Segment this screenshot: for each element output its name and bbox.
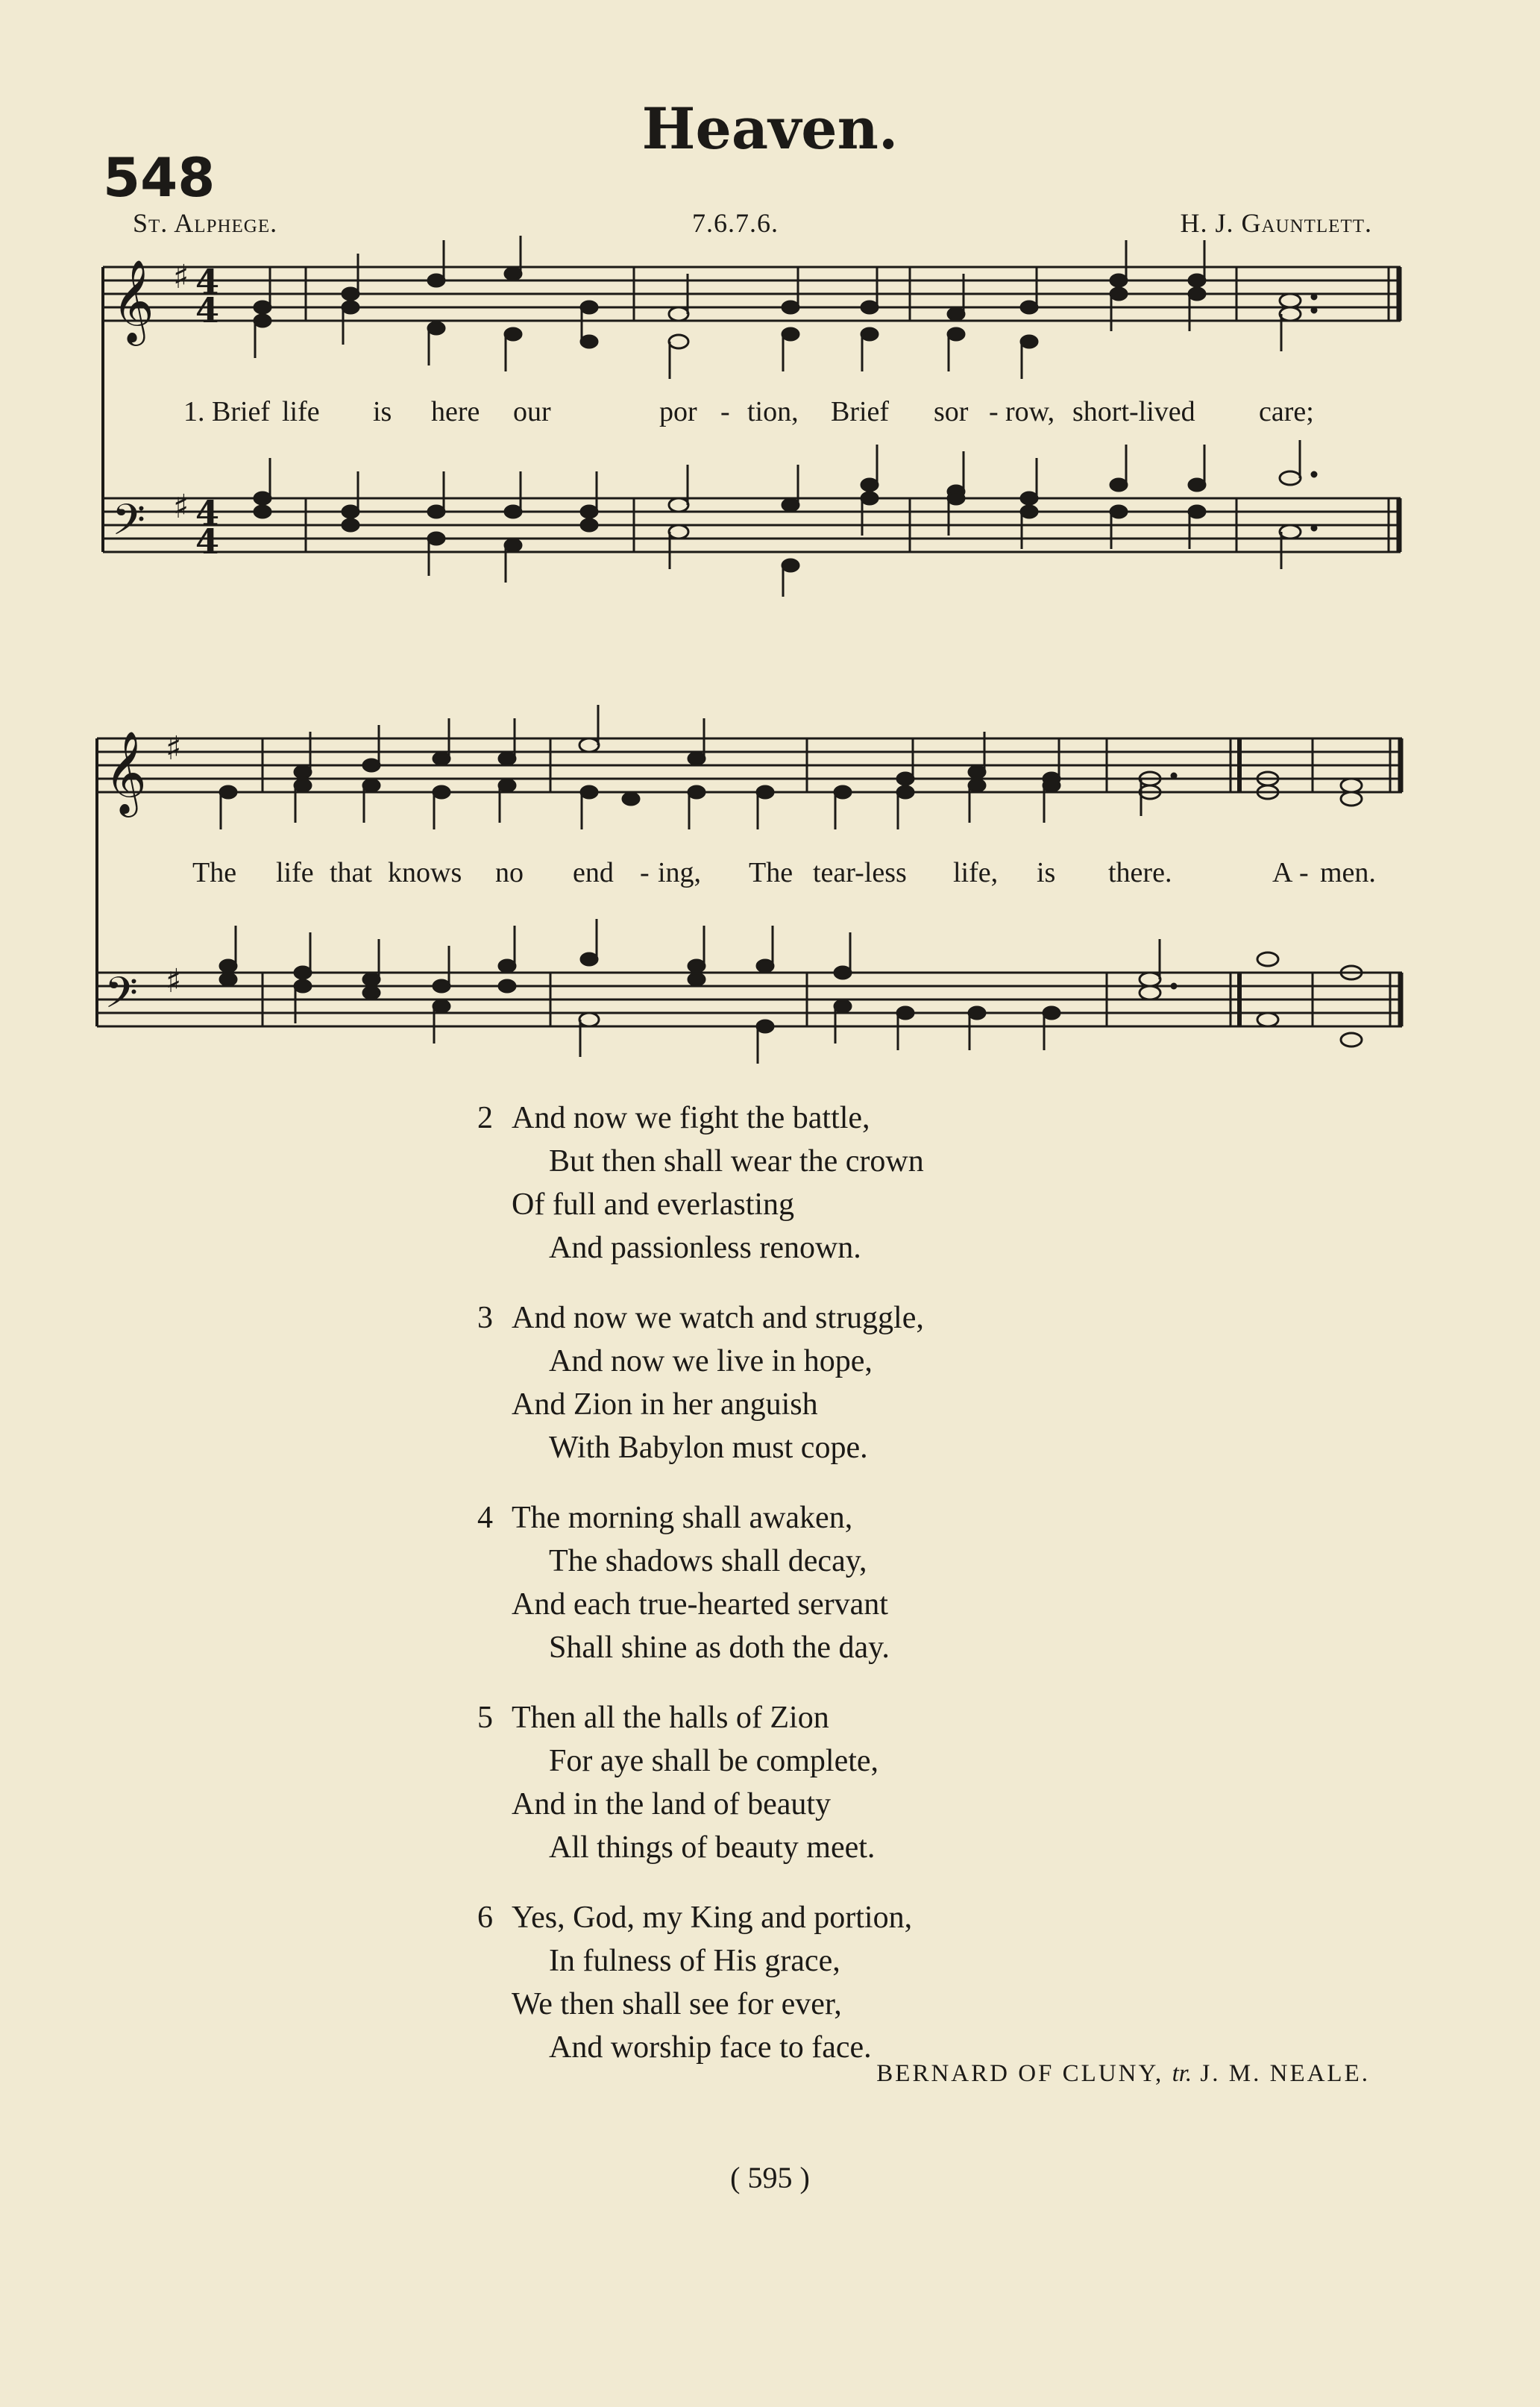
lyrics-system-2 xyxy=(0,856,1540,894)
syllable: A xyxy=(1272,857,1293,888)
meter: 7.6.7.6. xyxy=(692,208,779,238)
treble-clef-icon: 𝄞 xyxy=(104,730,147,814)
page-title: Heaven. xyxy=(641,95,899,162)
verse-line xyxy=(477,1296,1372,1340)
verse-line: All things of beauty meet. xyxy=(549,1830,876,1865)
syllable: life xyxy=(276,857,314,888)
verse-line: And worship face to face. xyxy=(549,2030,872,2065)
verse-number: 3 xyxy=(477,1301,493,1335)
verse-line: And in the land of beauty xyxy=(512,1787,832,1821)
treble-clef-icon: 𝄞 xyxy=(112,259,154,342)
syllable: life xyxy=(282,396,320,427)
syllable: care; xyxy=(1259,396,1314,427)
verse-line: And passionless renown. xyxy=(549,1231,861,1265)
syllable: ing, xyxy=(658,857,702,888)
verse-number: 2 xyxy=(477,1101,493,1135)
syllable: - xyxy=(989,396,999,427)
syllable: our xyxy=(513,396,551,427)
verse-text: And now we fight the battle, xyxy=(512,1101,870,1135)
verse-line: For aye shall be complete, xyxy=(549,1744,879,1778)
verse-number: 4 xyxy=(477,1501,493,1535)
score-system-2 xyxy=(0,0,1540,1082)
bass-clef-icon: 𝄢 xyxy=(112,495,146,556)
syllable: there. xyxy=(1108,857,1172,888)
verse-line: We then shall see for ever, xyxy=(512,1987,842,2021)
verse-line: And Zion in her anguish xyxy=(512,1387,818,1422)
translator-label: tr. xyxy=(1172,2060,1192,2087)
syllable: - xyxy=(1299,857,1309,888)
verse-number: 6 xyxy=(477,1901,493,1935)
syllable: row, xyxy=(1005,396,1055,427)
syllable: men. xyxy=(1320,857,1376,888)
syllable: The xyxy=(192,857,237,888)
verse-line: The shadows shall decay, xyxy=(549,1544,867,1578)
bass-clef-icon: 𝄢 xyxy=(104,967,139,1029)
syllable: Brief xyxy=(831,396,890,427)
verse-text: The morning shall awaken, xyxy=(512,1501,853,1535)
verse-text: Yes, God, my King and portion, xyxy=(512,1901,913,1935)
syllable: here xyxy=(431,396,480,427)
verse-text: And now we watch and struggle, xyxy=(512,1301,924,1335)
verse-line: But then shall wear the crown xyxy=(549,1144,924,1179)
composer: H. J. Gauntlett. xyxy=(1180,208,1372,238)
sharp-icon: ♯ xyxy=(173,258,189,296)
syllable: is xyxy=(373,396,392,427)
verse-line xyxy=(477,1696,1372,1739)
translator-name: J. M. NEALE. xyxy=(1200,2060,1370,2087)
hymn-number: 548 xyxy=(103,146,216,209)
page-number: ( 595 ) xyxy=(730,2161,810,2194)
verse-line: With Babylon must cope. xyxy=(549,1431,868,1465)
syllable: short-lived xyxy=(1072,396,1195,427)
verse-line: And now we live in hope, xyxy=(549,1344,873,1378)
syllable: life, xyxy=(953,857,999,888)
time-signature-bottom: 4 xyxy=(195,290,220,330)
sharp-icon: ♯ xyxy=(166,962,182,1000)
time-signature-top: 4 xyxy=(195,262,220,302)
verse-line: And each true-hearted servant xyxy=(512,1587,888,1622)
syllable: 1. Brief xyxy=(183,396,271,427)
syllable: no xyxy=(495,857,524,888)
verse-line xyxy=(477,1496,1372,1540)
syllable: knows xyxy=(388,857,462,888)
verse-line: Of full and everlasting xyxy=(512,1187,795,1222)
verse xyxy=(477,1496,1372,1669)
syllable: tion, xyxy=(747,396,799,427)
author-name: BERNARD OF CLUNY, xyxy=(876,2060,1164,2087)
syllable: por xyxy=(659,396,697,427)
verse-line xyxy=(477,1096,1372,1140)
syllable: sor xyxy=(934,396,969,427)
syllable: The xyxy=(749,857,793,888)
syllable: - xyxy=(640,857,650,888)
verse-line xyxy=(477,1896,1372,1939)
verse-number: 5 xyxy=(477,1701,493,1735)
attribution xyxy=(876,2060,1370,2088)
verse xyxy=(477,1696,1372,1869)
bass-notes xyxy=(220,919,1362,1064)
tune-name: St. Alphege. xyxy=(133,208,278,238)
time-signature-top: 4 xyxy=(195,493,220,533)
syllable: - xyxy=(720,396,730,427)
verse-line: In fulness of His grace, xyxy=(549,1944,840,1978)
verse-line: Shall shine as doth the day. xyxy=(549,1631,890,1665)
time-signature-bottom: 4 xyxy=(195,521,220,562)
sharp-icon: ♯ xyxy=(166,729,182,768)
verse xyxy=(477,1296,1372,1469)
syllable: tear-less xyxy=(813,857,907,888)
verse-text: Then all the halls of Zion xyxy=(512,1701,829,1735)
verses xyxy=(477,1096,1372,2096)
verse xyxy=(477,1096,1372,1270)
treble-notes xyxy=(220,705,1362,829)
verse xyxy=(477,1896,1372,2069)
syllable: is xyxy=(1037,857,1056,888)
sharp-icon: ♯ xyxy=(173,488,189,526)
syllable: end xyxy=(573,857,614,888)
syllable: that xyxy=(330,857,372,888)
